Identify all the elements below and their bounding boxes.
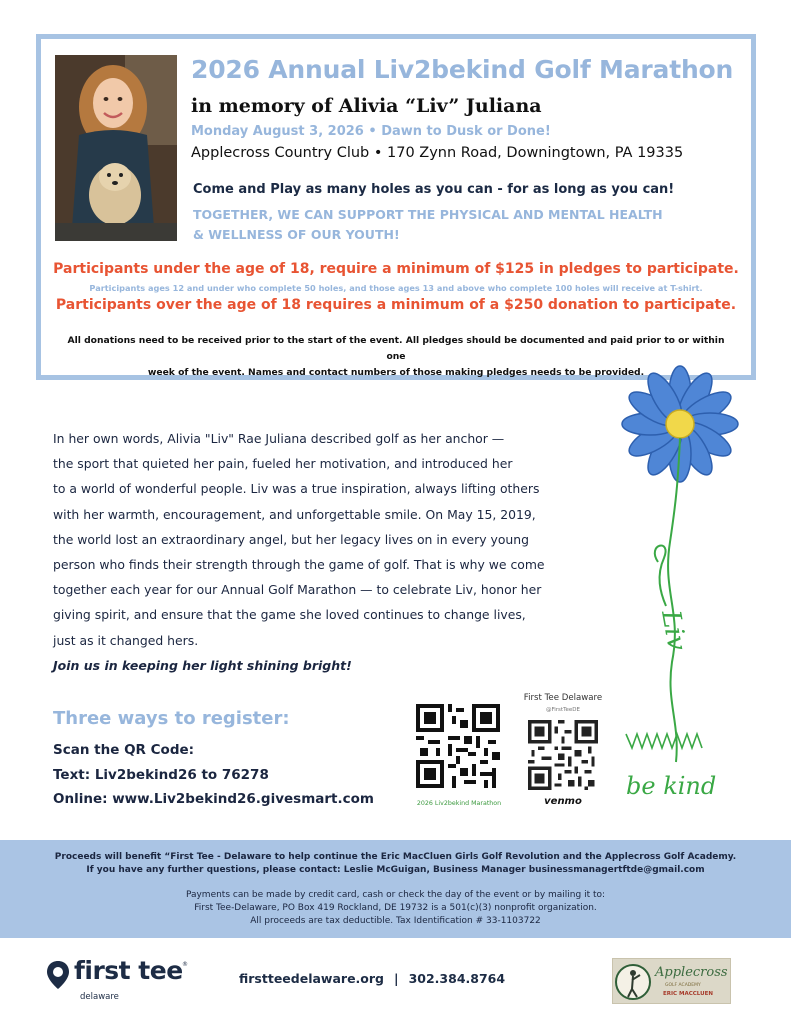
footer-contact xyxy=(239,971,505,986)
liv-with-dog-photo xyxy=(55,55,177,241)
payment-line-3: All proceeds are tax deductible. Tax Identification # 33-1103722 xyxy=(250,916,541,926)
story-line: the sport that quieted her pain, fueled her motivation, and introduced her xyxy=(53,456,513,472)
venmo-qr-code[interactable] xyxy=(528,720,598,790)
story-line: with her warmth, encouragement, and unforgettable smile. On May 15, 2019, xyxy=(53,506,536,522)
register-scan-qr: Scan the QR Code: xyxy=(53,742,195,758)
logo-delaware: delaware xyxy=(80,992,119,1002)
story-line: together each year for our Annual Golf Marathon — to celebrate Liv, honor her xyxy=(53,582,542,598)
register-text: Text: Liv2bekind26 to 76278 xyxy=(53,767,269,783)
grass-lines xyxy=(626,734,702,748)
story-line: person who finds their strength through the game of golf. That is why we come xyxy=(53,557,545,573)
logo-trademark: ® xyxy=(182,961,188,968)
first-tee-pin-icon xyxy=(45,960,71,990)
together-line-1: TOGETHER, WE CAN SUPPORT THE PHYSICAL AND MENTAL HEALTH xyxy=(193,207,663,222)
stem-text-be-kind: be kind xyxy=(626,772,717,800)
qr-caption: 2026 Liv2bekind Marathon xyxy=(416,800,502,807)
story-line: In her own words, Alivia "Liv" Rae Juliana described golf as her anchor — xyxy=(53,431,505,446)
register-online-link[interactable]: Online: www.Liv2bekind26.givesmart.com xyxy=(53,791,374,807)
footer-phone[interactable]: 302.384.8764 xyxy=(408,971,506,986)
over-18-requirement: Participants over the age of 18 requires a minimum of a $250 donation to participate. xyxy=(55,297,737,313)
come-play-tagline: Come and Play as many holes as you can - for as long as you can! xyxy=(193,182,675,197)
venmo-handle: @FirstTeeDE xyxy=(546,707,580,713)
tshirt-note: Participants ages 12 and under who complete 50 holes, and those ages 13 and above who complete 100 holes will receive at T-shirt. xyxy=(89,283,703,293)
footer-website[interactable]: firstteedelaware.org xyxy=(239,971,384,986)
proceeds-info-band xyxy=(0,840,791,938)
event-header-box xyxy=(36,34,756,380)
applecross-academy-logo xyxy=(612,958,731,1004)
first-tee-logo: first tee xyxy=(74,956,183,985)
donation-note-line-2: week of the event. Names and contact numbers of those making pledges needs to be provided. xyxy=(147,367,645,378)
donation-note-line-1: All donations need to be received prior to the start of the event. All pledges should be documented and paid prior to or within one xyxy=(67,335,725,362)
together-statement xyxy=(193,205,733,245)
payment-line-1: Payments can be made by credit card, cash or check the day of the event or by mailing it to: xyxy=(185,890,606,900)
proceeds-line: Proceeds will benefit “First Tee - Delaware to help continue the Eric MacCluen Girls Golf Revolution and the Applecross Golf Academy. xyxy=(54,852,737,862)
story-line: giving spirit, and ensure that the game she loved continues to change lives, xyxy=(53,607,526,623)
venmo-account-name: First Tee Delaware xyxy=(523,693,603,703)
photo-illustration xyxy=(55,55,177,241)
registration-qr-code[interactable] xyxy=(416,704,500,788)
stem-script xyxy=(655,546,666,606)
flower-center xyxy=(666,410,694,438)
memorial-subtitle: in memory of Alivia “Liv” Juliana xyxy=(191,95,542,117)
contact-line: If you have any further questions, please contact: Leslie McGuigan, Business Manager businessmanagertftde@gmail.com xyxy=(86,865,705,875)
story-line: to a world of wonderful people. Liv was a true inspiration, always lifting others xyxy=(53,481,540,497)
payment-line-2: First Tee-Delaware, PO Box 419 Rockland, DE 19732 is a 501(c)(3) nonprofit organization. xyxy=(194,903,597,913)
venmo-logo-text: venmo xyxy=(544,796,582,807)
event-date: Monday August 3, 2026 • Dawn to Dusk or Done! xyxy=(191,124,551,139)
event-venue: Applecross Country Club • 170 Zynn Road, Downingtown, PA 19335 xyxy=(191,145,684,161)
liv-story xyxy=(53,426,593,653)
register-heading: Three ways to register: xyxy=(53,708,290,729)
footer-separator: | xyxy=(394,971,399,986)
flower-stem xyxy=(668,438,680,762)
event-title: 2026 Annual Liv2bekind Golf Marathon xyxy=(191,55,734,84)
story-line: the world lost an extraordinary angel, but her legacy lives on in every young xyxy=(53,531,530,547)
together-line-2: & WELLNESS OF OUR YOUTH! xyxy=(193,227,400,242)
under-18-requirement: Participants under the age of 18, require a minimum of $125 in pledges to participate. xyxy=(53,261,739,277)
academy-name: Applecross xyxy=(655,965,728,980)
story-line: just as it changed hers. xyxy=(53,632,199,648)
academy-subtitle: GOLF ACADEMY xyxy=(665,983,701,988)
stem-text-liv: Liv xyxy=(655,608,692,653)
academy-sponsor: ERIC MACCLUEN xyxy=(663,991,713,997)
join-us-callout: Join us in keeping her light shining bright! xyxy=(53,658,352,673)
blue-flower-illustration xyxy=(600,362,760,812)
golfer-emblem-icon xyxy=(613,959,653,1004)
